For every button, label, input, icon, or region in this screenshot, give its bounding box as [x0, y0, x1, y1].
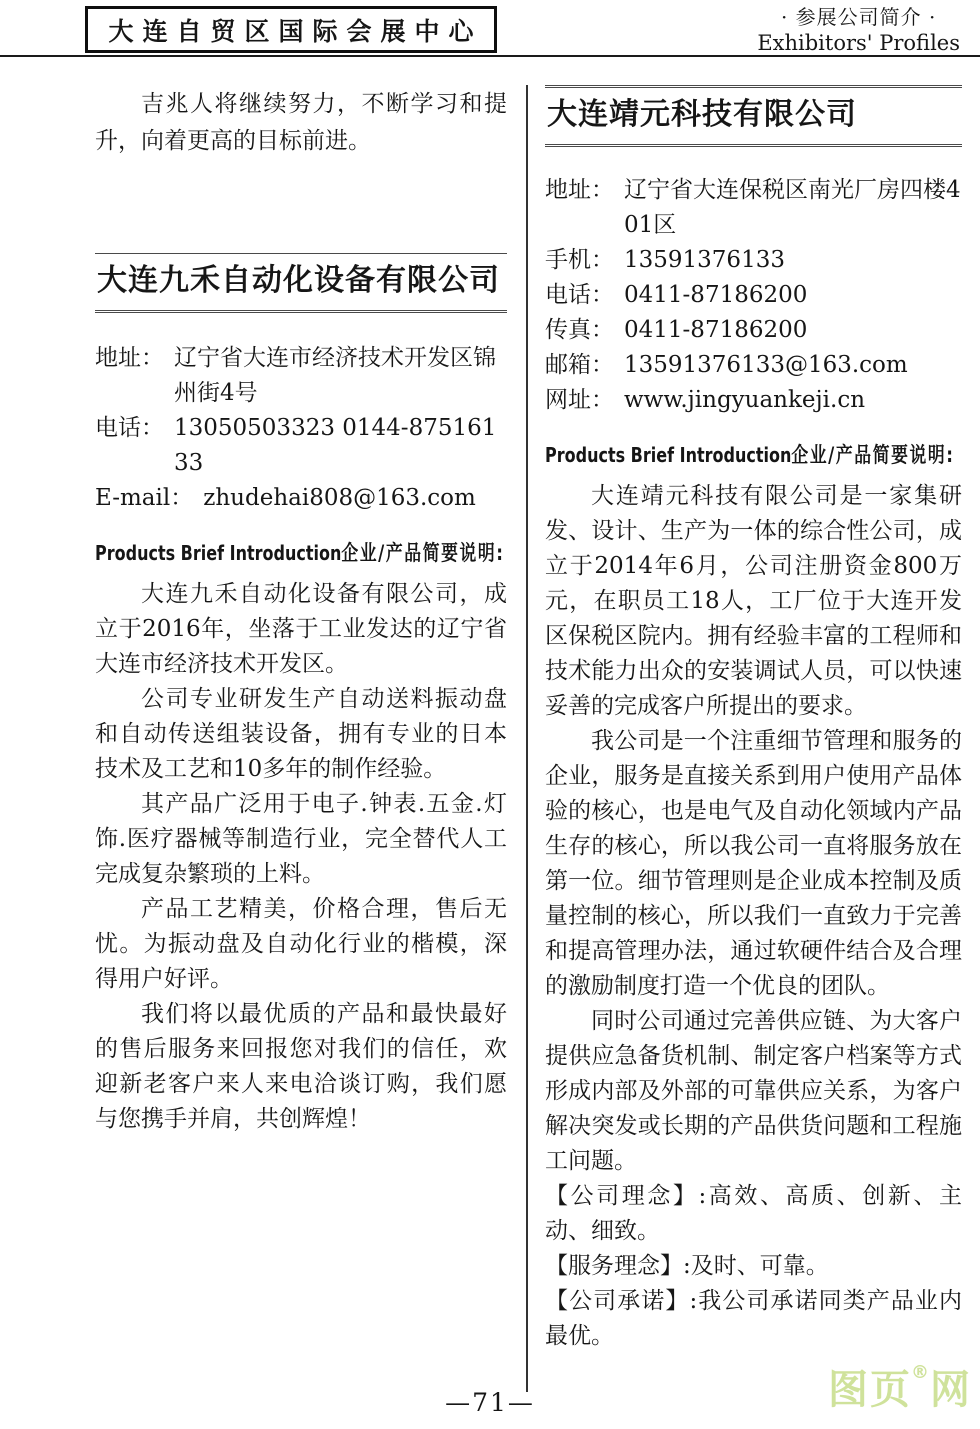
contact-mobile	[545, 243, 962, 278]
profile-heading-zh: 企业/产品简要说明:	[341, 541, 505, 565]
contact-label: 电话：	[545, 282, 614, 308]
paragraph: 大连靖元科技有限公司是一家集研发、设计、生产为一体的综合性公司，成立于2014年6月，公司注册资金800万元，在职员工18人，工厂位于大连开发区保税区院内。拥有经验丰富的工程师和技术能力出众的安装调试人员，可以快速妥善的完成客户所提出的要求。	[545, 483, 962, 719]
contact-label: 邮箱：	[545, 352, 614, 378]
contact-value: www.jingyuankeji.cn	[624, 387, 866, 413]
contact-email	[545, 348, 962, 383]
contact-label: 地址：	[95, 345, 164, 371]
profile-heading-zh: 企业/产品简要说明:	[791, 443, 955, 467]
right-column	[545, 80, 962, 1354]
paragraph-company-promise: 【公司承诺】:我公司承诺同类产品业内最优。	[545, 1288, 962, 1349]
paragraph-company-philosophy: 【公司理念】:高效、高质、创新、主动、细致。	[545, 1183, 962, 1244]
profile-text-left	[95, 577, 507, 1137]
paragraph: 我公司是一个注重细节管理和服务的企业，服务是直接关系到用户使用产品体验的核心，也是电气及自动化领域内产品生存的核心，所以我公司一直将服务放在第一位。细节管理则是企业成本控制及质量控制的核心，所以我们一直致力于完善和提高管理办法，通过软硬件结合及合理的激励制度打造一个优良的团队。	[545, 728, 962, 999]
contact-fax	[545, 313, 962, 348]
profile-heading-en: Products Brief Introduction	[95, 541, 342, 565]
company-name-left: 大连九禾自动化设备有限公司	[95, 253, 507, 313]
paragraph: 其产品广泛用于电子.钟表.五金.灯饰.医疗器械等制造行业，完全替代人工完成复杂繁琐的上料。	[95, 791, 507, 887]
contact-address	[545, 173, 962, 243]
contact-value: zhudehai808@163.com	[203, 485, 476, 511]
contact-list-right	[545, 173, 962, 418]
contact-value: 0411-87186200	[624, 317, 808, 343]
contact-label: 传真：	[545, 317, 614, 343]
contact-label: 地址：	[545, 177, 614, 203]
contact-label: E-mail：	[95, 485, 194, 511]
paragraph: 大连九禾自动化设备有限公司，成立于2016年，坐落于工业发达的辽宁省大连市经济技术开发区。	[95, 581, 507, 677]
header-rule	[0, 55, 980, 57]
venue-name: 大连自贸区国际会展中心	[108, 16, 483, 46]
page-number: —71—	[445, 1388, 535, 1417]
company-name-right: 大连靖元科技有限公司	[545, 85, 962, 147]
contact-email	[95, 481, 507, 516]
contact-address	[95, 341, 507, 411]
left-column	[95, 80, 507, 1137]
contact-label: 网址：	[545, 387, 614, 413]
paragraph: 同时公司通过完善供应链、为大客户提供应急备货机制、制定客户档案等方式形成内部及外部的可靠供应关系，为客户解决突发或长期的产品供货问题和工程施工问题。	[545, 1008, 962, 1174]
contact-value: 13050503323 0144-87516133	[174, 415, 497, 476]
paragraph: 公司专业研发生产自动送料振动盘和自动传送组装设备，拥有专业的日本技术及工艺和10多年的制作经验。	[95, 686, 507, 782]
venue-header-box	[85, 6, 497, 53]
section-header	[757, 4, 960, 56]
contact-value: 13591376133@163.com	[624, 352, 908, 378]
section-title-zh: · 参展公司简介 ·	[780, 5, 937, 29]
column-divider-rule	[526, 85, 528, 1392]
watermark-text: 网	[930, 1367, 972, 1413]
registered-trademark-icon: ®	[911, 1362, 931, 1383]
contact-value: 辽宁省大连市经济技术开发区锦州街4号	[174, 345, 496, 406]
profile-text-right	[545, 479, 962, 1354]
carryover-paragraph: 吉兆人将继续努力，不断学习和提升，向着更高的目标前进。	[95, 91, 507, 154]
contact-value: 0411-87186200	[624, 282, 808, 308]
paragraph: 我们将以最优质的产品和最快最好的售后服务来回报您对我们的信任，欢迎新老客户来人来电洽谈订购，我们愿与您携手并肩，共创辉煌！	[95, 1001, 507, 1132]
profile-heading-right	[545, 440, 955, 470]
contact-label: 电话：	[95, 415, 164, 441]
profile-heading-left	[95, 538, 505, 568]
watermark-text: 图页	[828, 1367, 912, 1413]
paragraph-service-philosophy: 【服务理念】:及时、可靠。	[545, 1253, 829, 1279]
paragraph: 产品工艺精美，价格合理，售后无忧。为振动盘及自动化行业的楷模，深得用户好评。	[95, 896, 507, 992]
contact-website	[545, 383, 962, 418]
contact-phone	[95, 411, 507, 481]
contact-value: 辽宁省大连保税区南光厂房四楼401区	[624, 177, 961, 238]
section-title-en: Exhibitors' Profiles	[757, 31, 960, 55]
watermark	[828, 1362, 972, 1414]
contact-value: 13591376133	[624, 247, 785, 273]
contact-phone	[545, 278, 962, 313]
contact-label: 手机：	[545, 247, 614, 273]
contact-list-left	[95, 341, 507, 516]
profile-heading-en: Products Brief Introduction	[545, 443, 792, 467]
